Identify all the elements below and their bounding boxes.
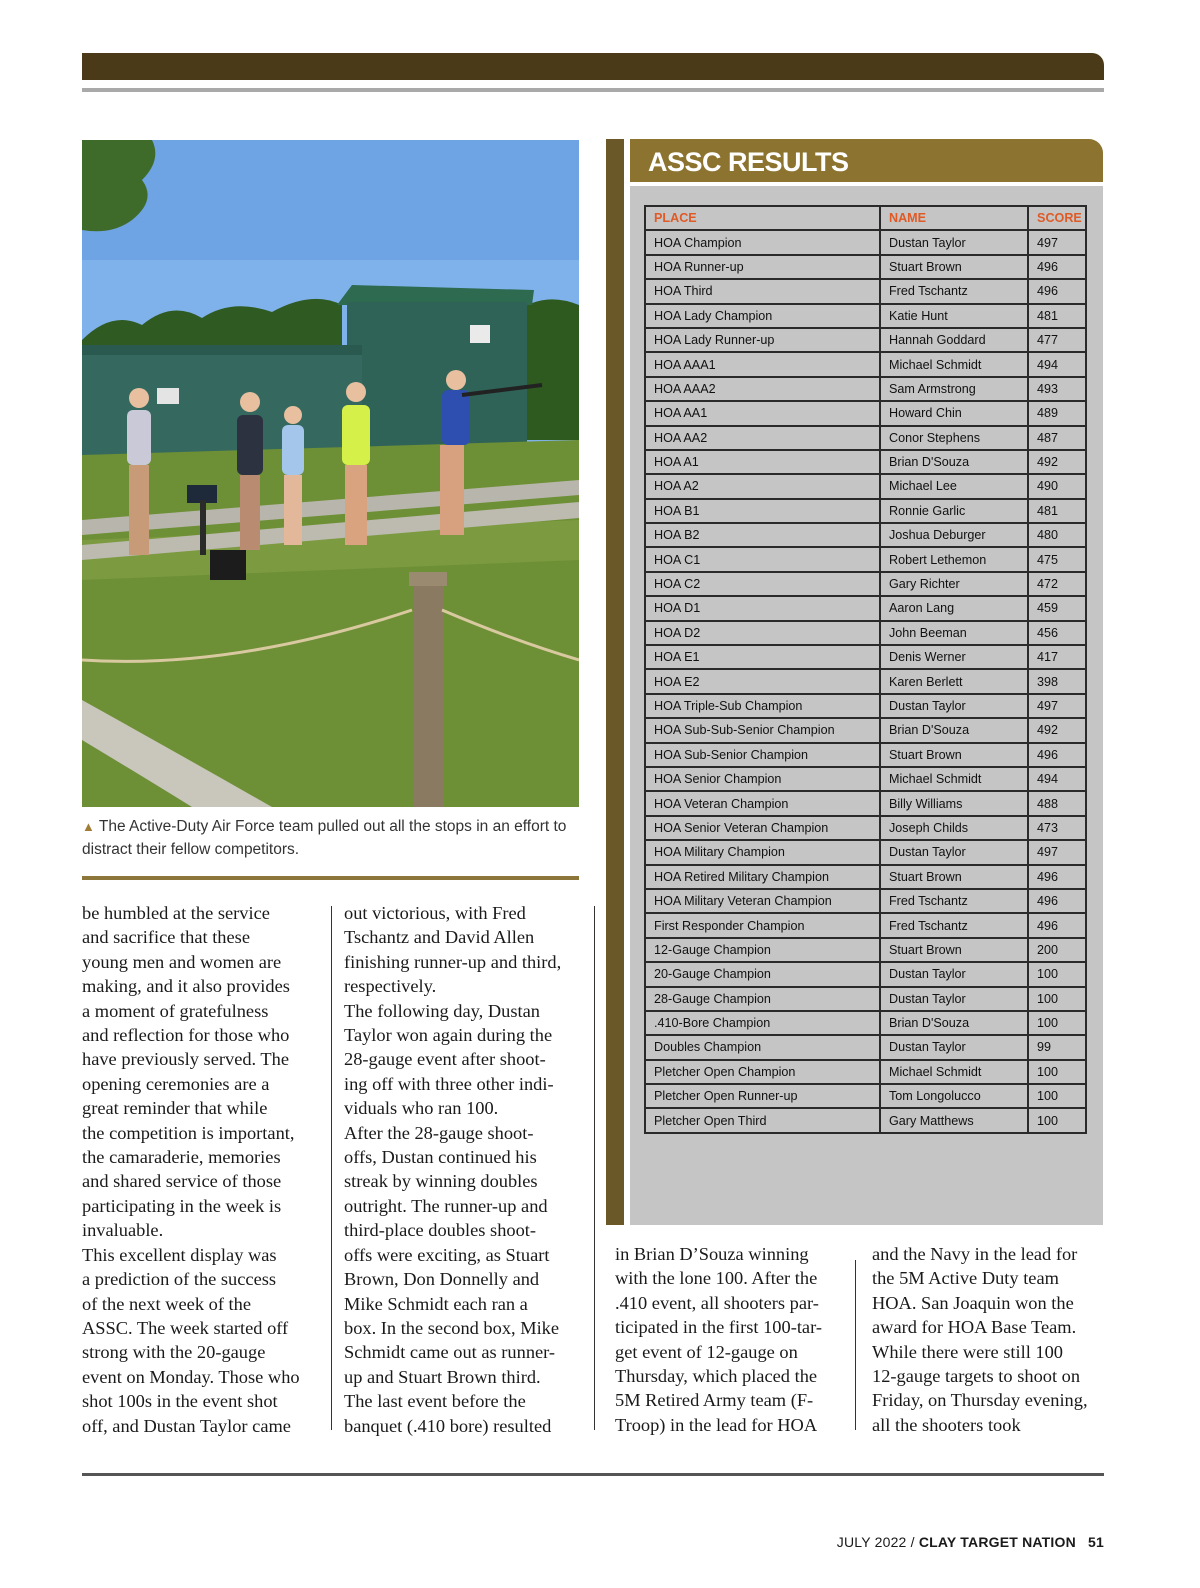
result-name: Stuart Brown	[880, 938, 1028, 962]
table-row	[645, 1108, 1086, 1132]
result-name: Aaron Lang	[880, 596, 1028, 620]
page-folio	[837, 1534, 1104, 1550]
result-score: 497	[1028, 840, 1086, 864]
result-name: Tom Longolucco	[880, 1084, 1028, 1108]
result-score: 493	[1028, 377, 1086, 401]
result-name: Dustan Taylor	[880, 1035, 1028, 1059]
result-name: Joseph Childs	[880, 816, 1028, 840]
result-name: Robert Lethemon	[880, 547, 1028, 571]
result-name: Dustan Taylor	[880, 840, 1028, 864]
result-score: 494	[1028, 767, 1086, 791]
result-name: John Beeman	[880, 621, 1028, 645]
result-place: HOA Senior Champion	[645, 767, 880, 791]
result-place: HOA Lady Runner-up	[645, 328, 880, 352]
folio-separator: /	[910, 1534, 915, 1550]
result-name: Fred Tschantz	[880, 889, 1028, 913]
result-place: HOA Veteran Champion	[645, 791, 880, 815]
result-place: First Responder Champion	[645, 913, 880, 937]
article-column-2: out victorious, with Fred Tschantz and David Allen finishing runner-up and third, respectively. The following day, Dustan Taylor won again during the 28-gauge event after shoot- ing off with three other indi- viduals who ran 100. After the 28-gauge shoot- offs, Dustan continued his streak by winning doubles outright. The runner-up and third-place doubles shoot- offs were exciting, as Stuart Brown, Don Donnelly and Mike Schmidt each ran a box. In the second box, Mike Schmidt came out as runner- up and Stuart Brown third. The last event before the banquet (.410 bore) resulted	[344, 903, 562, 1436]
result-name: Michael Schmidt	[880, 352, 1028, 376]
result-name: Karen Berlett	[880, 669, 1028, 693]
result-score: 492	[1028, 718, 1086, 742]
table-row	[645, 523, 1086, 547]
header-band	[82, 53, 1104, 80]
result-place: HOA Sub-Sub-Senior Champion	[645, 718, 880, 742]
result-name: Sam Armstrong	[880, 377, 1028, 401]
result-score: 496	[1028, 743, 1086, 767]
result-place: HOA Lady Champion	[645, 304, 880, 328]
result-name: Dustan Taylor	[880, 694, 1028, 718]
table-row	[645, 547, 1086, 571]
table-row	[645, 1060, 1086, 1084]
table-row	[645, 328, 1086, 352]
result-place: HOA Military Veteran Champion	[645, 889, 880, 913]
result-place: HOA C1	[645, 547, 880, 571]
results-body	[645, 230, 1086, 1132]
result-score: 496	[1028, 279, 1086, 303]
header-place: PLACE	[645, 206, 880, 230]
page-number: 51	[1088, 1534, 1104, 1550]
issue-date: JULY 2022	[836, 1534, 907, 1550]
table-row	[645, 645, 1086, 669]
result-place: HOA E2	[645, 669, 880, 693]
result-name: Brian D'Souza	[880, 1011, 1028, 1035]
table-row	[645, 377, 1086, 401]
result-name: Stuart Brown	[880, 743, 1028, 767]
table-row	[645, 816, 1086, 840]
result-place: Doubles Champion	[645, 1035, 880, 1059]
table-row	[645, 743, 1086, 767]
caption-rule	[82, 876, 579, 880]
result-name: Dustan Taylor	[880, 987, 1028, 1011]
result-place: HOA AAA2	[645, 377, 880, 401]
header-score: SCORE	[1028, 206, 1086, 230]
trap-range-photo	[82, 140, 579, 807]
result-score: 417	[1028, 645, 1086, 669]
result-score: 475	[1028, 547, 1086, 571]
result-name: Michael Schmidt	[880, 1060, 1028, 1084]
result-place: HOA B1	[645, 499, 880, 523]
result-name: Brian D'Souza	[880, 450, 1028, 474]
results-header-row	[645, 206, 1086, 230]
result-place: HOA D2	[645, 621, 880, 645]
result-place: HOA Champion	[645, 230, 880, 254]
result-place: HOA Third	[645, 279, 880, 303]
result-place: HOA E1	[645, 645, 880, 669]
result-place: HOA AA1	[645, 401, 880, 425]
magazine-name: CLAY TARGET NATION	[918, 1534, 1076, 1550]
table-row	[645, 791, 1086, 815]
result-score: 496	[1028, 889, 1086, 913]
table-row	[645, 279, 1086, 303]
result-score: 100	[1028, 962, 1086, 986]
result-name: Dustan Taylor	[880, 230, 1028, 254]
table-row	[645, 840, 1086, 864]
result-score: 497	[1028, 230, 1086, 254]
table-row	[645, 352, 1086, 376]
table-row	[645, 913, 1086, 937]
table-row	[645, 767, 1086, 791]
sidebar-accent-bar	[606, 139, 624, 1225]
result-name: Stuart Brown	[880, 255, 1028, 279]
result-place: 20-Gauge Champion	[645, 962, 880, 986]
result-name: Brian D'Souza	[880, 718, 1028, 742]
article-column-4: and the Navy in the lead for the 5M Active Duty team HOA. San Joaquin won the award for HOA Base Team. While there were still 100 12-gauge targets to shoot on Friday, on Thursday evening, all the shooters took	[872, 1244, 1088, 1435]
caption-triangle-icon: ▲	[82, 819, 95, 834]
table-row	[645, 1084, 1086, 1108]
result-place: HOA AA2	[645, 426, 880, 450]
result-score: 472	[1028, 572, 1086, 596]
table-row	[645, 450, 1086, 474]
column-divider	[331, 906, 332, 1430]
result-score: 473	[1028, 816, 1086, 840]
result-name: Fred Tschantz	[880, 279, 1028, 303]
result-score: 100	[1028, 1011, 1086, 1035]
article-column-3: in Brian D’Souza winning with the lone 100. After the .410 event, all shooters par- ticipated in the first 100-tar- get event of 12-gauge on Thursday, which placed the 5M Retired Army team (F- Troop) in the lead for HOA	[615, 1244, 822, 1435]
results-table	[644, 205, 1087, 1134]
result-score: 488	[1028, 791, 1086, 815]
result-score: 487	[1028, 426, 1086, 450]
result-score: 480	[1028, 523, 1086, 547]
table-row	[645, 987, 1086, 1011]
result-place: HOA C2	[645, 572, 880, 596]
table-row	[645, 474, 1086, 498]
article-column-1: be humbled at the service and sacrifice that these young men and women are making, and it also provides a moment of gratefulness and reflection for those who have previously served. The opening ceremonies are a great reminder that while the competition is important, the camaraderie, memories and shared service of those participating in the week is invaluable. This excellent display was a prediction of the success of the next week of the ASSC. The week started off strong with the 20-gauge event on Monday. Those who shot 100s in the event shot off, and Dustan Taylor came	[82, 903, 300, 1436]
result-score: 490	[1028, 474, 1086, 498]
result-score: 477	[1028, 328, 1086, 352]
result-place: HOA B2	[645, 523, 880, 547]
result-name: Fred Tschantz	[880, 913, 1028, 937]
result-place: HOA AAA1	[645, 352, 880, 376]
result-score: 497	[1028, 694, 1086, 718]
table-row	[645, 962, 1086, 986]
result-score: 492	[1028, 450, 1086, 474]
result-place: HOA Senior Veteran Champion	[645, 816, 880, 840]
result-place: 28-Gauge Champion	[645, 987, 880, 1011]
result-score: 459	[1028, 596, 1086, 620]
result-score: 481	[1028, 304, 1086, 328]
result-name: Gary Richter	[880, 572, 1028, 596]
footer-rule	[82, 1473, 1104, 1476]
result-score: 496	[1028, 865, 1086, 889]
result-score: 494	[1028, 352, 1086, 376]
result-name: Howard Chin	[880, 401, 1028, 425]
result-name: Hannah Goddard	[880, 328, 1028, 352]
result-score: 398	[1028, 669, 1086, 693]
result-place: HOA A2	[645, 474, 880, 498]
table-row	[645, 1011, 1086, 1035]
sidebar-header	[630, 139, 1103, 182]
result-place: HOA Retired Military Champion	[645, 865, 880, 889]
result-score: 489	[1028, 401, 1086, 425]
table-row	[645, 865, 1086, 889]
table-row	[645, 938, 1086, 962]
table-row	[645, 621, 1086, 645]
result-place: .410-Bore Champion	[645, 1011, 880, 1035]
result-score: 99	[1028, 1035, 1086, 1059]
result-score: 100	[1028, 1108, 1086, 1132]
table-row	[645, 304, 1086, 328]
table-row	[645, 499, 1086, 523]
table-row	[645, 572, 1086, 596]
result-name: Katie Hunt	[880, 304, 1028, 328]
result-name: Stuart Brown	[880, 865, 1028, 889]
table-row	[645, 718, 1086, 742]
result-place: HOA Sub-Senior Champion	[645, 743, 880, 767]
header-rule	[82, 88, 1104, 92]
result-name: Billy Williams	[880, 791, 1028, 815]
sidebar-title: ASSC RESULTS	[648, 147, 849, 177]
result-name: Conor Stephens	[880, 426, 1028, 450]
header-name: NAME	[880, 206, 1028, 230]
caption-text: The Active-Duty Air Force team pulled out all the stops in an effort to distract their fellow competitors.	[82, 818, 567, 858]
result-score: 200	[1028, 938, 1086, 962]
result-place: Pletcher Open Third	[645, 1108, 880, 1132]
result-name: Joshua Deburger	[880, 523, 1028, 547]
result-place: 12-Gauge Champion	[645, 938, 880, 962]
result-place: HOA D1	[645, 596, 880, 620]
result-name: Gary Matthews	[880, 1108, 1028, 1132]
result-place: Pletcher Open Champion	[645, 1060, 880, 1084]
table-row	[645, 230, 1086, 254]
table-row	[645, 596, 1086, 620]
result-score: 456	[1028, 621, 1086, 645]
result-score: 100	[1028, 1060, 1086, 1084]
result-place: HOA Runner-up	[645, 255, 880, 279]
result-name: Denis Werner	[880, 645, 1028, 669]
result-score: 100	[1028, 987, 1086, 1011]
result-score: 100	[1028, 1084, 1086, 1108]
result-name: Michael Lee	[880, 474, 1028, 498]
table-row	[645, 669, 1086, 693]
result-name: Michael Schmidt	[880, 767, 1028, 791]
table-row	[645, 426, 1086, 450]
result-name: Ronnie Garlic	[880, 499, 1028, 523]
result-score: 481	[1028, 499, 1086, 523]
result-place: HOA A1	[645, 450, 880, 474]
result-score: 496	[1028, 255, 1086, 279]
result-score: 496	[1028, 913, 1086, 937]
photo-caption	[82, 815, 582, 861]
result-name: Dustan Taylor	[880, 962, 1028, 986]
result-place: HOA Military Champion	[645, 840, 880, 864]
column-divider	[594, 906, 595, 1430]
table-row	[645, 694, 1086, 718]
table-row	[645, 889, 1086, 913]
result-place: HOA Triple-Sub Champion	[645, 694, 880, 718]
column-divider	[855, 1260, 856, 1430]
table-row	[645, 1035, 1086, 1059]
table-row	[645, 401, 1086, 425]
table-row	[645, 255, 1086, 279]
result-place: Pletcher Open Runner-up	[645, 1084, 880, 1108]
